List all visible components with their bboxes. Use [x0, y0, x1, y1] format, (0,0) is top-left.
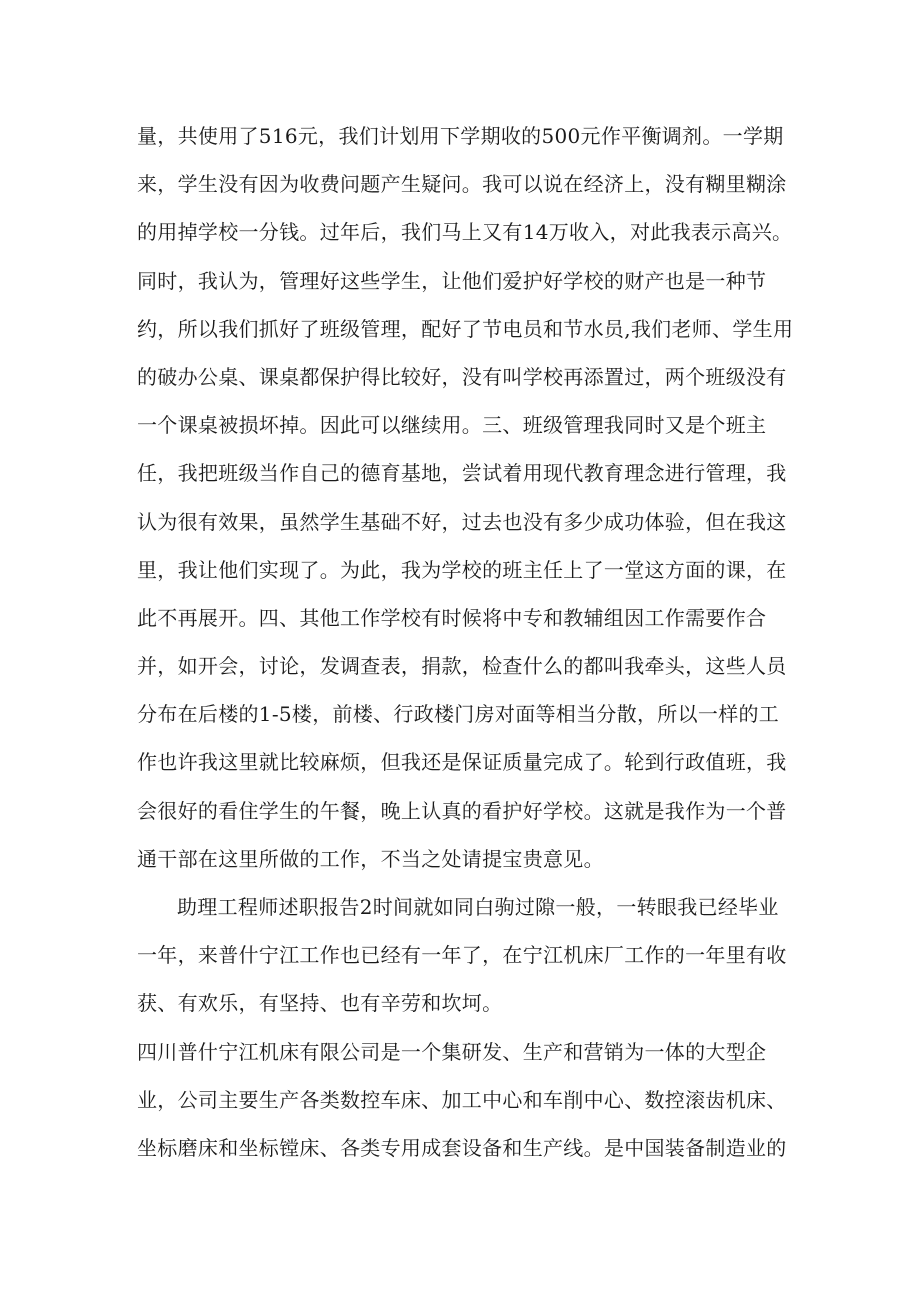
text-line: 助理工程师述职报告2时间就如同白驹过隙一般，一转眼我已经毕业	[177, 895, 779, 919]
text-line: 任，我把班级当作自己的德育基地，尝试着用现代教育理念进行管理，我	[137, 461, 787, 486]
text-line: 作也许我这里就比较麻烦，但我还是保证质量完成了。轮到行政值班，我	[137, 750, 787, 775]
paragraph-2	[137, 883, 787, 1028]
paragraph-3	[137, 1028, 787, 1173]
paragraph-1	[137, 112, 794, 883]
text-line: 来，学生没有因为收费问题产生疑问。我可以说在经济上，没有糊里糊涂	[137, 172, 787, 197]
text-line: 通干部在这里所做的工作，不当之处请提宝贵意见。	[137, 846, 604, 871]
text-line: 里，我让他们实现了。为此，我为学校的班主任上了一堂这方面的课，在	[137, 557, 787, 582]
text-line: 业，公司主要生产各类数控车床、加工中心和车削中心、数控滚齿机床、	[137, 1087, 787, 1112]
text-line: 获、有欢乐，有坚持、也有辛劳和坎坷。	[137, 991, 503, 1016]
text-line: 约，所以我们抓好了班级管理，配好了节电员和节水员,我们老师、学生用	[137, 316, 794, 341]
text-line: 同时，我认为，管理好这些学生，让他们爱护好学校的财产也是一种节	[137, 268, 767, 293]
document-body	[137, 112, 794, 1172]
text-line: 量，共使用了516元，我们计划用下学期收的500元作平衡调剂。一学期	[137, 124, 784, 148]
text-line: 四川普什宁江机床有限公司是一个集研发、生产和营销为一体的大型企	[137, 1039, 767, 1064]
text-line: 此不再展开。四、其他工作学校有时候将中专和教辅组因工作需要作合	[137, 605, 767, 630]
text-line: 分布在后楼的1-5楼，前楼、行政楼门房对面等相当分散，所以一样的工	[137, 702, 780, 727]
text-line: 并，如开会，讨论，发调查表，捐款，检查什么的都叫我牵头，这些人员	[137, 654, 787, 679]
text-line: 坐标磨床和坐标镗床、各类专用成套设备和生产线。是中国装备制造业的	[137, 1135, 787, 1160]
text-line: 一年，来普什宁江工作也已经有一年了，在宁江机床厂工作的一年里有收	[137, 943, 787, 968]
text-line: 一个课桌被损坏掉。因此可以继续用。三、班级管理我同时又是个班主	[137, 413, 767, 438]
text-line: 认为很有效果，虽然学生基础不好，过去也没有多少成功体验，但在我这	[137, 509, 787, 534]
text-line: 的用掉学校一分钱。过年后，我们马上又有14万收入，对此我表示高兴。	[137, 220, 793, 245]
text-line: 会很好的看住学生的午餐，晚上认真的看护好学校。这就是我作为一个普	[137, 798, 787, 823]
text-line: 的破办公桌、课桌都保护得比较好，没有叫学校再添置过，两个班级没有	[137, 364, 787, 389]
